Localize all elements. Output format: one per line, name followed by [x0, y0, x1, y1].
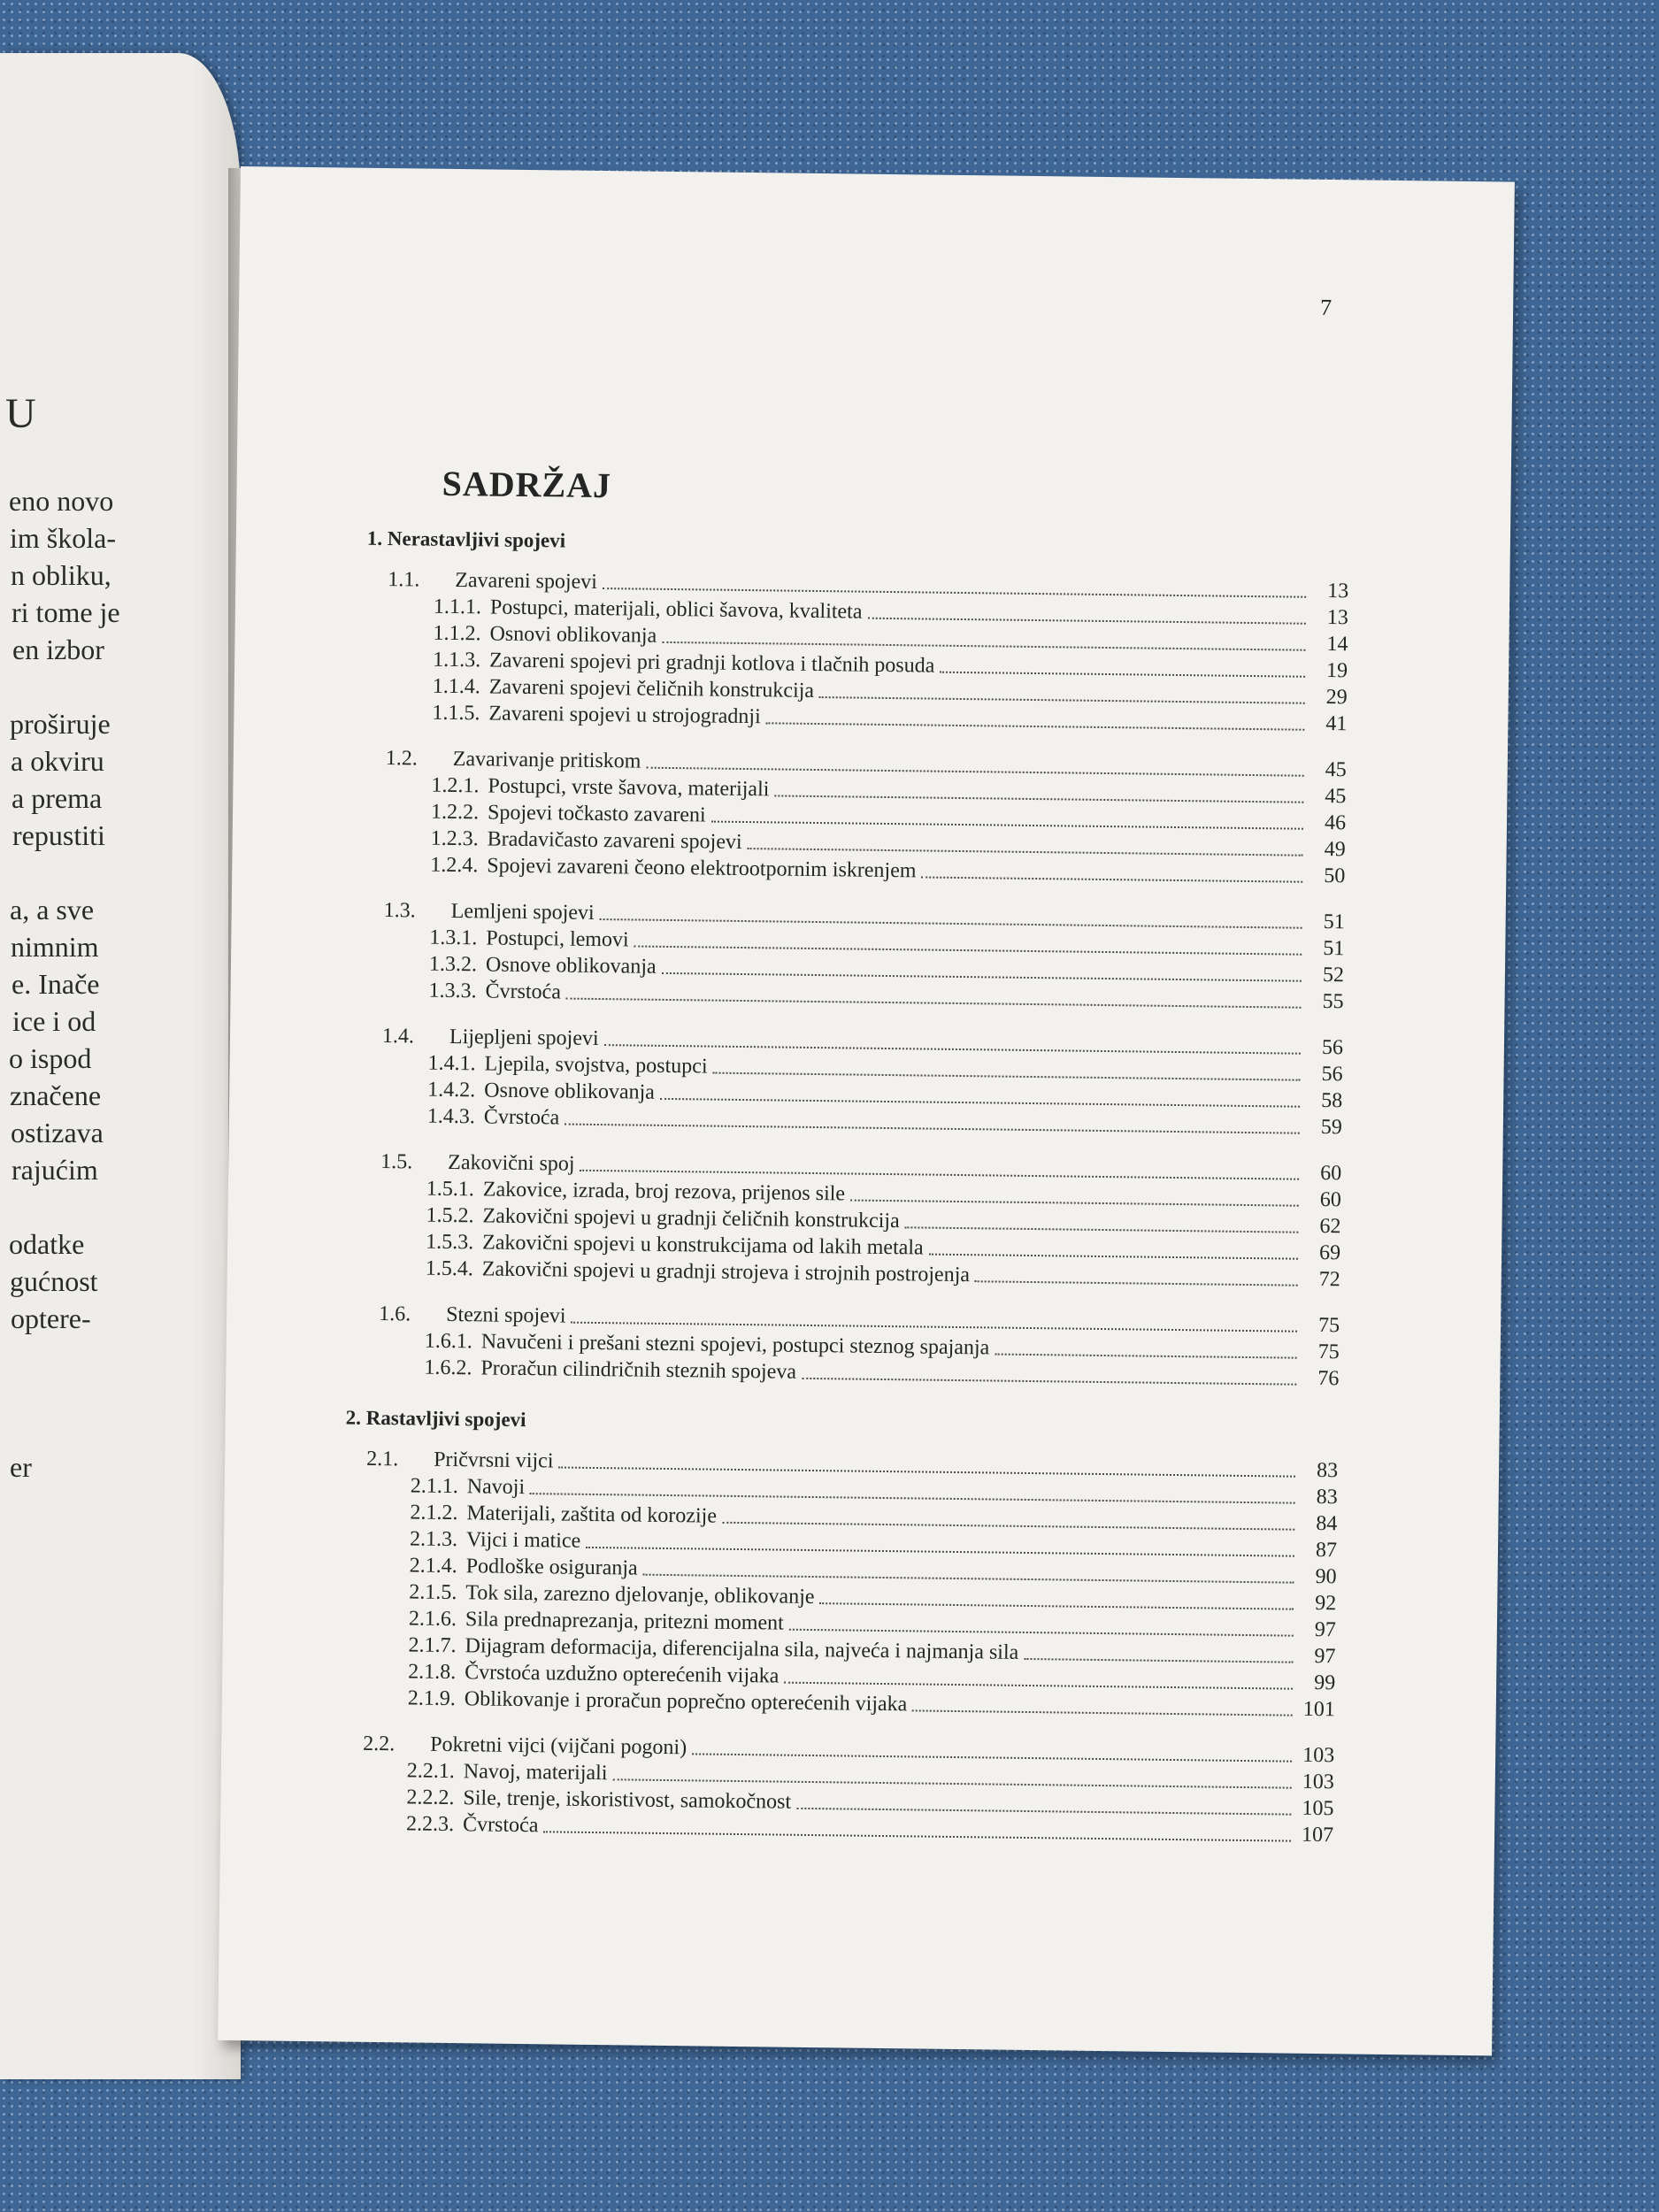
toc-entry-number: 2.2.1.: [406, 1759, 456, 1784]
toc-entry-page: 97: [1314, 1617, 1337, 1642]
toc-entry-title: Vijci i matice: [465, 1528, 581, 1553]
toc-entry-number: 1.1.3.: [433, 648, 481, 672]
dot-leader: [748, 848, 1303, 856]
toc-entry-number: 1.4.3.: [426, 1104, 476, 1129]
dot-leader: [867, 618, 1305, 625]
left-page-heading: U: [5, 390, 36, 437]
toc-title: SADRŽAJ: [442, 463, 612, 506]
toc-entry-number: 1.3.3.: [428, 979, 477, 1003]
toc-entry-number: 1.2.2.: [430, 800, 480, 825]
toc-entry-page: 56: [1321, 1036, 1344, 1060]
toc-entry-number: 1.1.: [388, 568, 420, 592]
toc-entry-page: 72: [1318, 1267, 1340, 1292]
toc-entry-title: Čvrstoća: [485, 979, 562, 1004]
toc-entry-number: 1.1.5.: [432, 701, 480, 726]
toc-entry-title: Postupci, lemovi: [486, 926, 629, 952]
toc-entry-page: 62: [1319, 1214, 1341, 1239]
left-page-line: proširuje: [10, 708, 111, 740]
left-page-line: optere-: [11, 1302, 91, 1334]
dot-leader: [850, 1200, 1299, 1207]
dot-leader: [566, 998, 1302, 1009]
toc-entry-title: Čvrstoća: [462, 1813, 539, 1838]
left-page-line: značene: [10, 1079, 102, 1111]
dot-leader: [660, 1098, 1300, 1108]
toc-entry-title: Zakovični spojevi u konstrukcijama od lakih metala: [482, 1231, 924, 1260]
toc-entry-title: Lemljeni spojevi: [450, 899, 595, 925]
toc-entry-title: Pričvrsni vijci: [433, 1448, 554, 1473]
left-page: [0, 53, 241, 2079]
dot-leader: [789, 1629, 1294, 1637]
dot-leader: [921, 876, 1302, 882]
toc-entry-title: Zavareni spojevi: [455, 568, 598, 594]
toc-entry-page: 52: [1322, 964, 1345, 987]
dot-leader: [819, 1602, 1294, 1610]
toc-entry-title: Zavareni spojevi čeličnih konstrukcija: [488, 675, 815, 703]
toc-entry-page: 76: [1317, 1366, 1340, 1391]
toc-entry-page: 83: [1316, 1485, 1338, 1509]
left-page-line: o ispod: [9, 1042, 92, 1074]
toc-entry-number: 1.5.2.: [426, 1203, 474, 1228]
toc-entry-title: Tok sila, zarezno djelovanje, oblikovanje: [465, 1581, 815, 1609]
toc-entry-page: 99: [1313, 1671, 1336, 1695]
toc-entry-page: 51: [1323, 910, 1345, 934]
toc-entry-number: 1.2.3.: [430, 826, 479, 851]
toc-entry-title: Sila prednaprezanja, pritezni moment: [465, 1608, 784, 1635]
toc-entry-title: Ljepila, svojstva, postupci: [484, 1052, 708, 1079]
toc-entry-page: 60: [1319, 1187, 1341, 1212]
left-page-line: n obliku,: [11, 559, 111, 591]
toc-entry-title: Zavarivanje pritiskom: [452, 747, 641, 773]
dot-leader: [712, 1072, 1300, 1081]
toc-entry-number: 2.2.2.: [406, 1786, 455, 1810]
toc-entry-number: 1.3.2.: [428, 952, 478, 977]
toc-entry-title: Navoj, materijali: [463, 1760, 608, 1786]
toc-entry-number: 1.1.2.: [433, 621, 481, 646]
toc-entry-page: 51: [1323, 937, 1345, 961]
toc-entry-number: 1.4.2.: [427, 1078, 476, 1102]
toc-entry-page: 105: [1302, 1796, 1334, 1821]
toc-entry-title: Proračun cilindričnih steznih spojeva: [480, 1356, 797, 1384]
toc-chapter-heading: 2. Rastavljivi spojevi: [345, 1406, 526, 1432]
toc-entry-page: 83: [1316, 1458, 1339, 1483]
left-page-line: odatke: [9, 1228, 85, 1260]
toc-entry-number: 2.1.3.: [409, 1527, 458, 1552]
toc-entry-number: 1.6.1.: [424, 1329, 472, 1354]
left-page-line: a okviru: [11, 745, 104, 777]
toc-entry-number: 2.1.1.: [410, 1474, 458, 1499]
left-page-line: ostizava: [11, 1117, 104, 1148]
toc-entry-page: 75: [1317, 1313, 1340, 1338]
toc-entry-number: 2.2.: [363, 1732, 396, 1756]
left-page-line: im škola-: [10, 522, 116, 554]
toc-entry-title: Zakovični spoj: [448, 1150, 575, 1176]
dot-leader: [774, 795, 1303, 803]
left-page-line: rajućim: [12, 1154, 98, 1186]
left-page-line: ice i od: [12, 1005, 96, 1037]
left-page-line: nimnim: [11, 931, 99, 963]
toc-entry-title: Zakovični spojevi u gradnji čeličnih konstrukcija: [482, 1204, 900, 1233]
dot-leader: [662, 641, 1305, 651]
toc-entry-number: 1.1.4.: [432, 674, 480, 699]
dot-leader: [995, 1354, 1296, 1359]
left-page-line: er: [10, 1451, 32, 1483]
toc-entry-number: 1.6.: [379, 1302, 411, 1326]
toc-entry-title: Materijali, zaštita od korozije: [466, 1502, 718, 1528]
toc-entry-title: Zavareni spojevi u strojogradnji: [488, 702, 761, 729]
toc-entry-title: Postupci, vrste šavova, materijali: [488, 774, 770, 802]
toc-entry-page: 45: [1325, 758, 1347, 782]
toc-entry-page: 60: [1320, 1161, 1342, 1186]
toc-entry-number: 2.1.5.: [409, 1580, 457, 1605]
toc-entry-page: 103: [1302, 1770, 1334, 1794]
toc-entry-title: Spojevi točkasto zavareni: [487, 801, 706, 827]
toc-entry-number: 1.3.1.: [429, 926, 478, 950]
left-page-line: gućnost: [10, 1265, 98, 1297]
dot-leader: [802, 1378, 1296, 1386]
toc-entry-title: Lijepljeni spojevi: [449, 1025, 599, 1051]
toc-entry-page: 92: [1315, 1591, 1337, 1616]
toc-entry-number: 1.3.: [383, 899, 416, 923]
toc-entry-page: 13: [1326, 606, 1349, 630]
dot-leader: [722, 1522, 1294, 1531]
toc-entry-page: 90: [1315, 1564, 1337, 1589]
toc-entry-number: 1.5.4.: [425, 1256, 473, 1281]
toc-entry-number: 2.1.: [366, 1447, 399, 1471]
toc-entry-title: Sile, trenje, iskoristivost, samokočnost: [463, 1786, 792, 1814]
dot-leader: [565, 1124, 1300, 1134]
dot-leader: [662, 972, 1302, 982]
toc-entry-title: Zavareni spojevi pri gradnji kotlova i tlačnih posuda: [489, 649, 935, 678]
toc-entry-number: 1.2.1.: [431, 773, 480, 798]
toc-entry-number: 1.2.4.: [430, 853, 479, 878]
toc-entry-page: 50: [1324, 864, 1346, 888]
toc-entry-page: 45: [1325, 785, 1347, 809]
toc-entry-title: Stezni spojevi: [446, 1302, 566, 1328]
toc-entry-page: 46: [1324, 811, 1347, 835]
toc-entry-page: 13: [1327, 580, 1349, 603]
left-page-line: repustiti: [12, 819, 105, 851]
left-page-line: a, a sve: [10, 894, 95, 926]
toc-entry-number: 2.1.8.: [408, 1660, 457, 1685]
dot-leader: [912, 1709, 1293, 1716]
toc-entry-page: 49: [1324, 838, 1346, 862]
page-number: 7: [1319, 294, 1333, 321]
left-page-line: e. Inače: [12, 968, 100, 1000]
toc-entry-number: 1.6.2.: [424, 1356, 472, 1380]
toc-entry-page: 69: [1318, 1240, 1341, 1265]
toc-entry-page: 58: [1321, 1088, 1343, 1113]
toc-entry-number: 1.5.1.: [426, 1177, 475, 1202]
left-page-line: a prema: [12, 782, 103, 814]
toc-entry-number: 2.1.9.: [407, 1686, 457, 1711]
toc-entry-page: 75: [1317, 1340, 1340, 1364]
dot-leader: [766, 722, 1305, 730]
toc-entry-title: Čvrstoća uzdužno opterećenih vijaka: [465, 1661, 780, 1688]
dot-leader: [711, 821, 1303, 830]
dot-leader: [940, 672, 1305, 678]
toc-entry-page: 56: [1321, 1063, 1343, 1087]
dot-leader: [643, 1574, 1294, 1584]
toc-entry-number: 2.1.2.: [410, 1501, 458, 1525]
toc-entry-page: 19: [1325, 659, 1348, 683]
toc-entry-page: 97: [1314, 1644, 1336, 1669]
toc-entry-page: 59: [1320, 1115, 1342, 1140]
left-page-line: en izbor: [12, 634, 104, 665]
dot-leader: [543, 1831, 1291, 1841]
toc-entry-number: 2.1.6.: [408, 1607, 457, 1632]
dot-leader: [819, 696, 1305, 704]
dot-leader: [975, 1280, 1298, 1286]
toc-entry-number: 1.5.: [380, 1150, 413, 1174]
toc-entry-title: Osnove oblikovanja: [485, 953, 657, 979]
toc-entry-title: Čvrstoća: [483, 1105, 560, 1130]
toc-entry-page: 103: [1302, 1743, 1335, 1768]
dot-leader: [929, 1254, 1298, 1260]
toc-entry-page: 14: [1326, 633, 1348, 657]
toc-entry-title: Oblikovanje i proračun poprečno opterećenih vijaka: [464, 1687, 908, 1717]
toc-entry-title: Navučeni i prešani stezni spojevi, postupci steznog spajanja: [480, 1330, 990, 1360]
toc-entry-number: 2.2.3.: [405, 1812, 455, 1837]
toc-entry-page: 101: [1302, 1697, 1335, 1722]
dot-leader: [905, 1226, 1299, 1233]
toc-entry-page: 107: [1301, 1823, 1334, 1847]
dot-leader: [784, 1682, 1293, 1690]
toc-entry-title: Zakovični spojevi u gradnji strojeva i strojnih postrojenja: [481, 1257, 971, 1287]
toc-entry-number: 2.1.7.: [408, 1633, 457, 1658]
toc-entry-title: Bradavičasto zavareni spojevi: [487, 827, 742, 854]
toc-entry-title: Spojevi zavareni čeono elektrootpornim iskrenjem: [487, 854, 917, 883]
toc-entry-page: 41: [1325, 712, 1348, 736]
left-page-line: eno novo: [9, 485, 114, 517]
toc-page: [218, 166, 1515, 2055]
toc-entry-title: Navoji: [466, 1475, 526, 1500]
toc-entry-number: 2.1.4.: [409, 1554, 457, 1578]
toc-entry-page: 84: [1316, 1511, 1338, 1536]
dot-leader: [692, 1753, 1292, 1762]
toc-entry-page: 87: [1315, 1538, 1338, 1563]
toc-entry-number: 1.1.1.: [433, 595, 482, 619]
toc-entry-number: 1.4.: [381, 1025, 415, 1048]
dot-leader: [1024, 1658, 1293, 1663]
toc-entry-title: Osnovi oblikovanja: [489, 622, 657, 648]
toc-entry-title: Pokretni vijci (vijčani pogoni): [430, 1732, 687, 1760]
dot-leader: [796, 1808, 1291, 1816]
toc-entry-number: 1.2.: [385, 747, 418, 771]
toc-entry-title: Zakovice, izrada, broj rezova, prijenos sile: [482, 1178, 846, 1206]
toc-entry-number: 1.4.1.: [427, 1051, 476, 1076]
left-page-line: ri tome je: [12, 596, 120, 628]
toc-entry-page: 29: [1325, 686, 1348, 710]
toc-entry-number: 1.5.3.: [426, 1230, 474, 1255]
toc-entry-title: Dijagram deformacija, diferencijalna sila, najveća i najmanja sila: [465, 1634, 1019, 1664]
toc-entry-title: Osnove oblikovanja: [484, 1079, 656, 1104]
toc-entry-title: Podloške osiguranja: [465, 1555, 638, 1580]
toc-entry-title: Postupci, materijali, oblici šavova, kvaliteta: [489, 595, 863, 624]
toc-chapter-heading: 1. Nerastavljivi spojevi: [366, 526, 566, 552]
toc-entry-page: 55: [1322, 990, 1344, 1014]
